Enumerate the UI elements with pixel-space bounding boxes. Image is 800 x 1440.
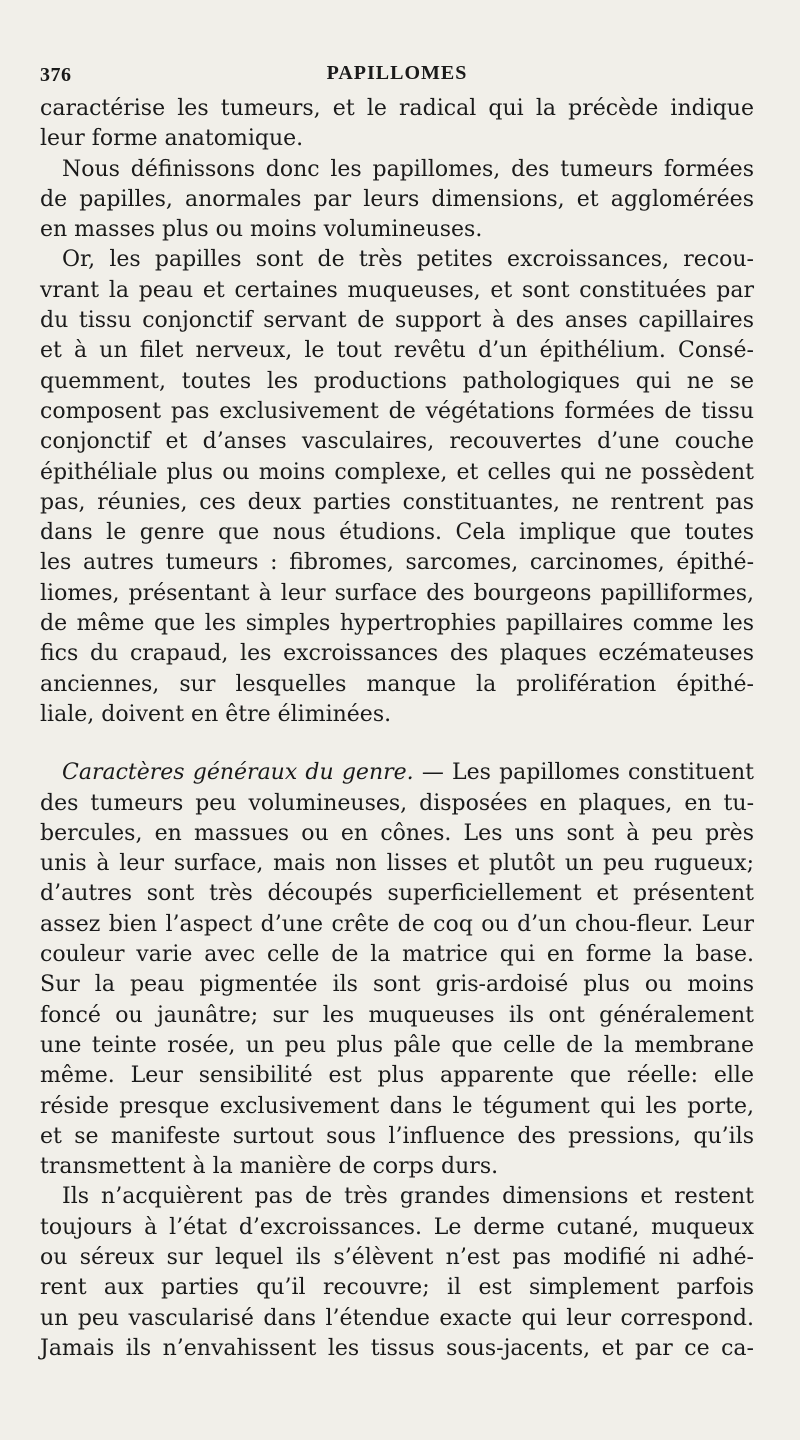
text-line: un peu vascularisé dans l’étendue exacte qui leur correspond. — [40, 1305, 754, 1331]
section-title: Caractères généraux du genre. — [62, 760, 414, 786]
text-line: conjonctif et d’anses vasculaires, recouvertes d’une couche — [40, 429, 754, 455]
text-line: toujours à l’état d’excroissances. Le derme cutané, muqueux — [40, 1214, 754, 1240]
text-line: du tissu conjonctif servant de support à des anses capillaires — [40, 308, 754, 334]
body-text — [40, 94, 754, 1364]
text-line: dans le genre que nous étudions. Cela implique que toutes — [40, 520, 754, 546]
text-line: liale, doivent en être éliminées. — [40, 701, 392, 727]
text-line: Or, les papilles sont de très petites excroissances, recou- — [62, 247, 754, 273]
running-head: PAPILLOMES — [326, 62, 468, 84]
text-line: assez bien l’aspect d’une crête de coq ou d’un chou-fleur. Leur — [40, 911, 754, 937]
text-line: transmettent à la manière de corps durs. — [40, 1154, 499, 1180]
text-line: Nous définissons donc les papillomes, des tumeurs formées — [62, 156, 754, 182]
text-line: anciennes, sur lesquelles manque la prolifération épithé- — [40, 671, 754, 697]
text-line: Sur la peau pigmentée ils sont gris-ardoisé plus ou moins — [40, 972, 754, 998]
text-line: unis à leur surface, mais non lisses et plutôt un peu rugueux; — [40, 851, 754, 877]
text-line: réside presque exclusivement dans le tégument qui les porte, — [40, 1093, 754, 1119]
text-line: même. Leur sensibilité est plus apparente que réelle: elle — [40, 1063, 754, 1089]
text-line: ou séreux sur lequel ils s’élèvent n’est pas modifié ni adhé- — [40, 1244, 754, 1270]
text-line: de papilles, anormales par leurs dimensions, et agglomérées — [40, 186, 754, 212]
text-line: rent aux parties qu’il recouvre; il est simplement parfois — [40, 1275, 754, 1301]
section-lead-text: — Les papillomes constituent — [413, 760, 755, 786]
text-line: leur forme anatomique. — [40, 126, 304, 152]
text-line: de même que les simples hypertrophies papillaires comme les — [40, 611, 754, 637]
text-line: une teinte rosée, un peu plus pâle que celle de la membrane — [40, 1032, 754, 1058]
text-line: des tumeurs peu volumineuses, disposées en plaques, en tu- — [40, 790, 754, 816]
text-line: bercules, en massues ou en cônes. Les uns sont à peu près — [40, 820, 754, 846]
page-header — [40, 58, 754, 94]
text-line: en masses plus ou moins volumineuses. — [40, 217, 483, 243]
text-line: caractérise les tumeurs, et le radical qui la précède indique — [40, 96, 754, 121]
text-line: composent pas exclusivement de végétations formées de tissu — [40, 398, 754, 424]
text-line: quemment, toutes les productions pathologiques qui ne se — [40, 368, 754, 394]
text-line: foncé ou jaunâtre; sur les muqueuses ils ont généralement — [40, 1002, 754, 1028]
text-line: Jamais ils n’envahissent les tissus sous-jacents, et par ce ca- — [40, 1335, 754, 1361]
text-line: d’autres sont très découpés superficiellement et présentent — [40, 881, 754, 907]
text-line: couleur varie avec celle de la matrice qui en forme la base. — [40, 942, 754, 968]
text-line: les autres tumeurs : fibromes, sarcomes, carcinomes, épithé- — [40, 550, 754, 576]
text-line: pas, réunies, ces deux parties constituantes, ne rentrent pas — [40, 489, 754, 515]
text-line: Ils n’acquièrent pas de très grandes dimensions et restent — [62, 1184, 754, 1210]
text-line: liomes, présentant à leur surface des bourgeons papilliformes, — [40, 580, 754, 606]
text-line: vrant la peau et certaines muqueuses, et sont constituées par — [40, 277, 754, 303]
text-line: épithéliale plus ou moins complexe, et celles qui ne possèdent — [40, 459, 754, 485]
text-line — [40, 758, 754, 788]
paragraph-gap — [40, 730, 754, 758]
text-line: et à un filet nerveux, le tout revêtu d’un épithélium. Consé- — [40, 338, 754, 364]
text-line: fics du crapaud, les excroissances des plaques eczémateuses — [40, 641, 754, 667]
text-line: et se manifeste surtout sous l’influence des pressions, qu’ils — [40, 1123, 754, 1149]
page-number: 376 — [40, 64, 72, 86]
